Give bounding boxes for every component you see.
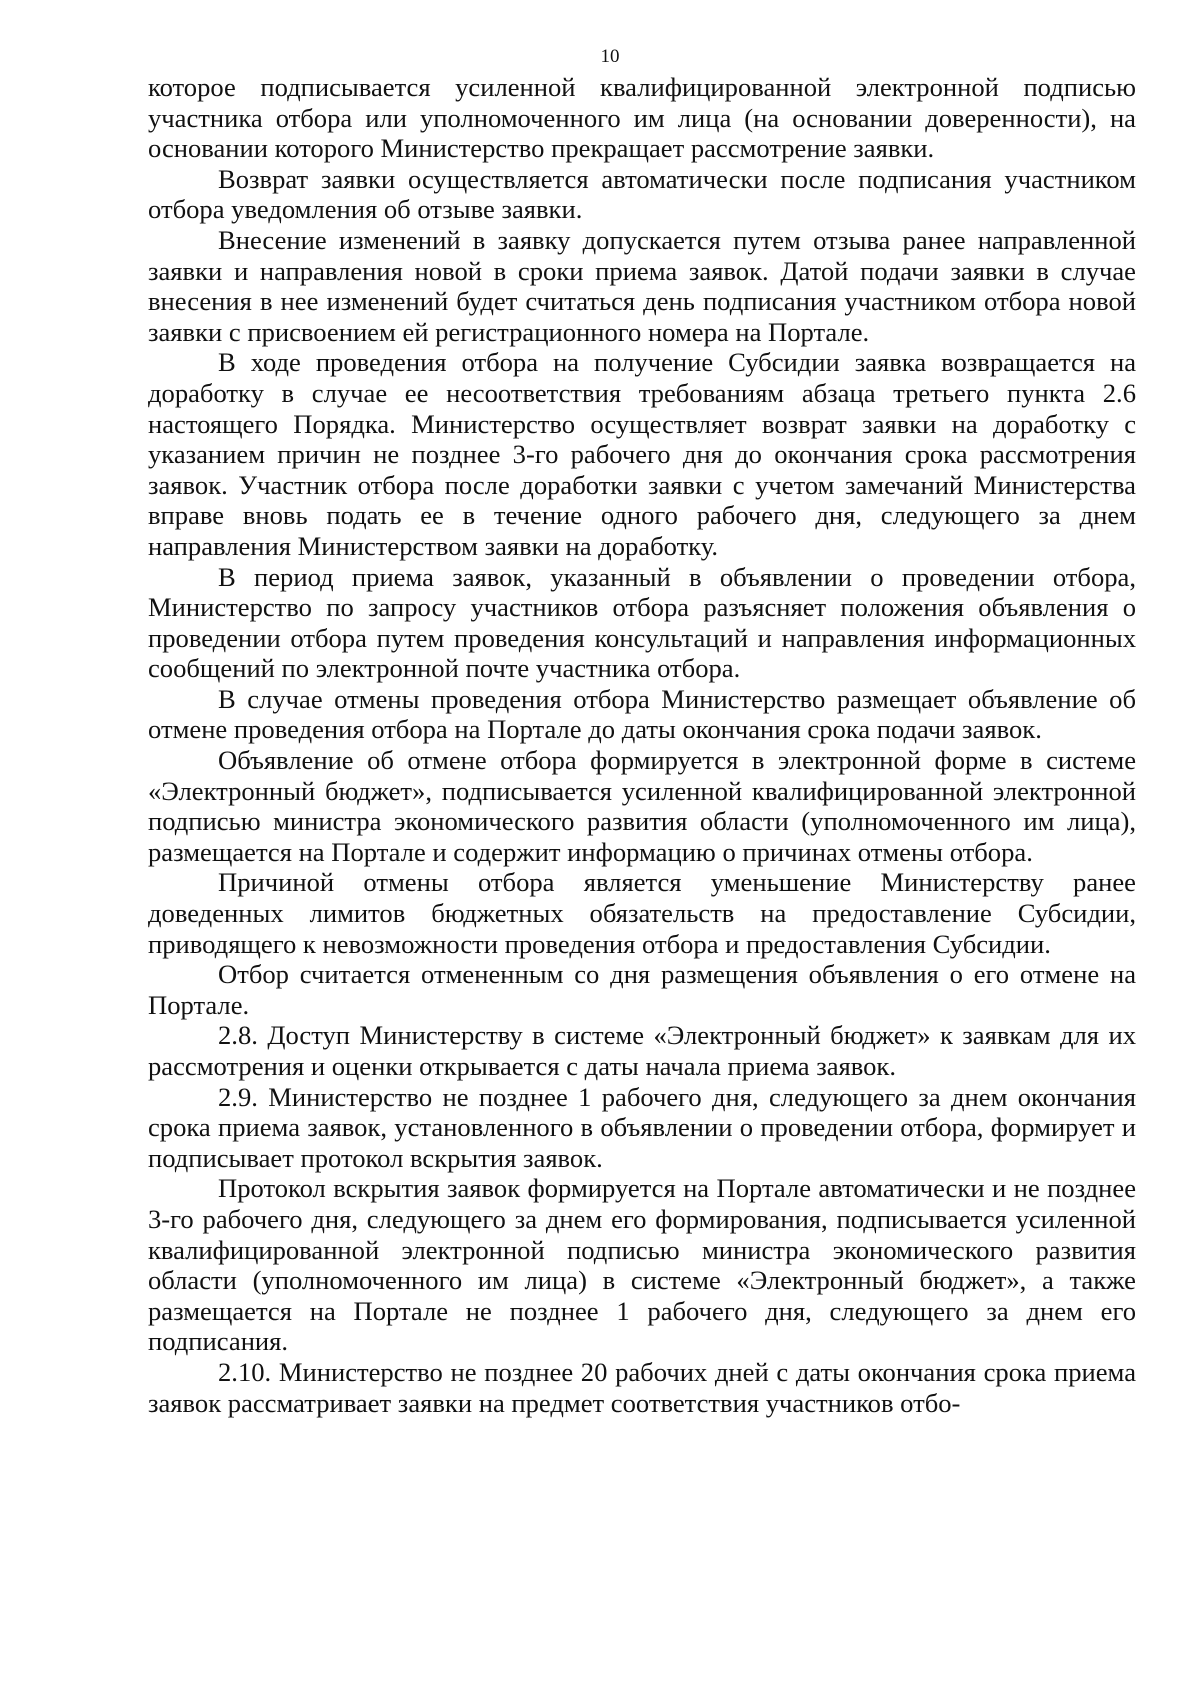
page-number: 10 <box>600 46 620 67</box>
document-body <box>148 72 1136 1418</box>
paragraph-cancellation-effective: Отбор считается отмененным со дня размещения объявления о его отмене на Портале. <box>148 959 1136 1020</box>
paragraph-clarifications: В период приема заявок, указанный в объявлении о проведении отбора, Министерство по запросу участников отбора разъясняет положения объявления о проведении отбора путем проведения консультаций и направления информационных сообщений по электронной почте участника отбора. <box>148 561 1136 684</box>
paragraph-cancellation-announcement: В случае отмены проведения отбора Министерство размещает объявление об отмене проведения отбора на Портале до даты окончания срока подачи заявок. <box>148 683 1136 745</box>
paragraph-cancellation-form: Объявление об отмене отбора формируется в электронной форме в системе «Электронный бюджет», подписывается усиленной квалифицированной электронной подписью министра экономического развития области (уполномоченного им лица), размещается на Портале и содержит информацию о причинах отмены отбора. <box>148 745 1136 867</box>
paragraph-cancellation-reason: Причиной отмены отбора является уменьшение Министерству ранее доведенных лимитов бюджетных обязательств на предоставление Субсидии, приводящего к невозможности проведения отбора и предоставления Субсидии. <box>148 867 1136 959</box>
paragraph-section-2-8: 2.8. Доступ Министерству в системе «Электронный бюджет» к заявкам для их рассмотрения и оценки открывается с даты начала приема заявок. <box>148 1020 1136 1081</box>
paragraph-return-of-application: Возврат заявки осуществляется автоматически после подписания участником отбора уведомления об отзыве заявки. <box>148 163 1136 225</box>
paragraph-section-2-10: 2.10. Министерство не позднее 20 рабочих дней с даты окончания срока приема заявок рассматривает заявки на предмет соответствия участников отбо- <box>148 1356 1136 1418</box>
paragraph-return-for-revision: В ходе проведения отбора на получение Субсидии заявка возвращается на доработку в случае ее несоответствия требованиям абзаца третьего пункта 2.6 настоящего Порядка. Министерство осуществляет возврат заявки на доработку с указанием причин не позднее 3-го рабочего дня до окончания срока рассмотрения заявок. Участник отбора после доработки заявки с учетом замечаний Министерства вправе вновь подать ее в течение одного рабочего дня, следующего за днем направления Министерством заявки на доработку. <box>148 347 1136 561</box>
paragraph-section-2-9: 2.9. Министерство не позднее 1 рабочего дня, следующего за днем окончания срока приема заявок, установленного в объявлении о проведении отбора, формирует и подписывает протокол вскрытия заявок. <box>148 1081 1136 1173</box>
paragraph-application-changes: Внесение изменений в заявку допускается путем отзыва ранее направленной заявки и направления новой в сроки приема заявок. Датой подачи заявки в случае внесения в нее изменений будет считаться день подписания участником отбора новой заявки с присвоением ей регистрационного номера на Портале. <box>148 224 1136 347</box>
paragraph-continuation: которое подписывается усиленной квалифицированной электронной подписью участника отбора или уполномоченного им лица (на основании доверенности), на основании которого Министерство прекращает рассмотрение заявки. <box>148 72 1136 164</box>
paragraph-opening-protocol: Протокол вскрытия заявок формируется на Портале автоматически и не позднее 3-го рабочего дня, следующего за днем его формирования, подписывается усиленной квалифицированной электронной подписью министра экономического развития области (уполномоченного им лица) в системе «Электронный бюджет», а также размещается на Портале не позднее 1 рабочего дня, следующего за днем его подписания. <box>148 1173 1136 1357</box>
